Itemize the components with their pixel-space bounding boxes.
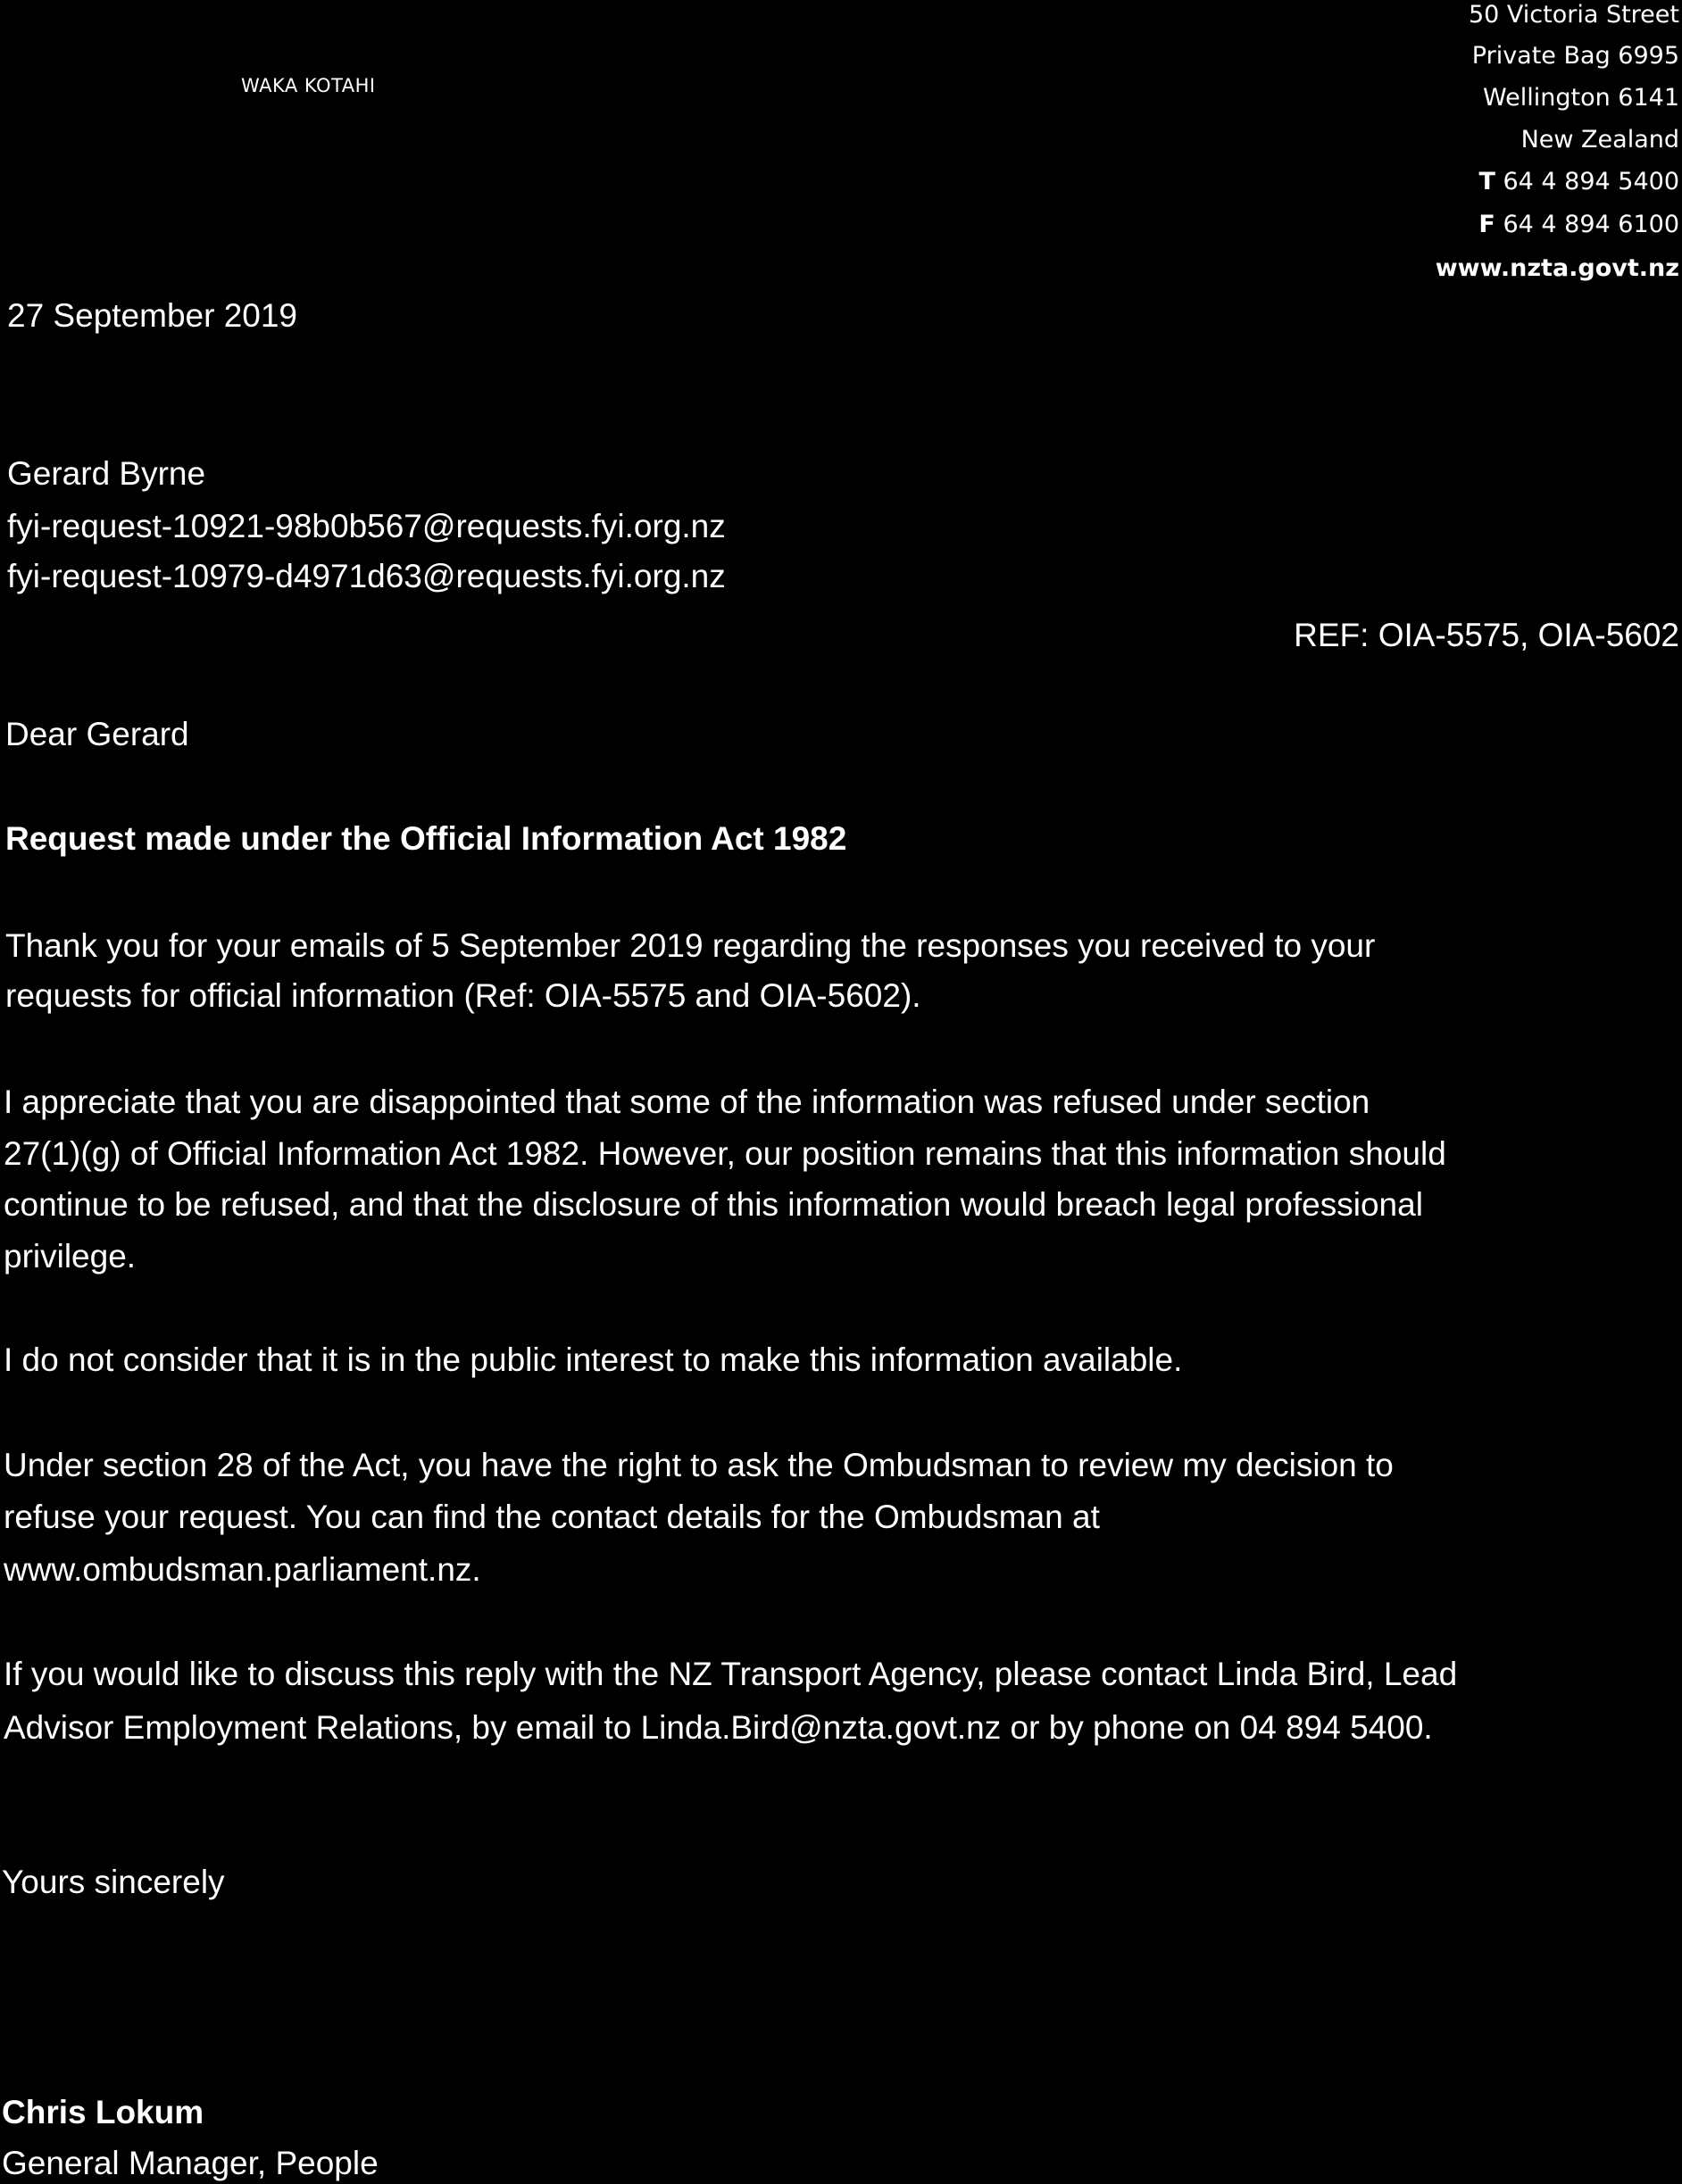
fax-line <box>1478 210 1679 240</box>
phone-number: 64 4 894 5400 <box>1503 168 1679 195</box>
paragraph-line: privilege. <box>4 1238 137 1275</box>
paragraph-line: I appreciate that you are disappointed that some of the information was refused under section <box>4 1084 1370 1120</box>
address-line: Private Bag 6995 <box>1471 42 1679 70</box>
paragraph-line: Under section 28 of the Act, you have the right to ask the Ombudsman to review my decision to <box>4 1447 1394 1483</box>
paragraph-line: Advisor Employment Relations, by email to Linda.Bird@nzta.govt.nz or by phone on 04 894 5400. <box>4 1709 1433 1746</box>
paragraph-line: requests for official information (Ref: OIA-5575 and OIA-5602). <box>5 977 921 1014</box>
signatory-name: Chris Lokum <box>2 2094 204 2130</box>
phone-line <box>1478 167 1679 197</box>
address-line: 50 Victoria Street <box>1468 1 1679 29</box>
recipient-name: Gerard Byrne <box>7 455 206 492</box>
paragraph-line: I do not consider that it is in the public interest to make this information available. <box>4 1341 1183 1378</box>
paragraph-line: continue to be refused, and that the disclosure of this information would breach legal professional <box>4 1186 1423 1223</box>
reference: REF: OIA-5575, OIA-5602 <box>1294 617 1679 653</box>
waka-kotahi-logo: WAKA KOTAHI <box>241 75 376 96</box>
fax-number: 64 4 894 6100 <box>1503 211 1679 238</box>
fax-label: F <box>1478 211 1495 238</box>
recipient-email[interactable]: fyi-request-10979-d4971d63@requests.fyi.org.nz <box>7 558 726 594</box>
paragraph-line: refuse your request. You can find the contact details for the Ombudsman at <box>4 1499 1100 1535</box>
paragraph-line: 27(1)(g) of Official Information Act 1982. However, our position remains that this information should <box>4 1135 1446 1172</box>
signatory-title: General Manager, People <box>2 2145 379 2181</box>
phone-label: T <box>1478 168 1495 195</box>
ombudsman-link: www.ombudsman.parliament.nz. <box>4 1551 481 1588</box>
paragraph-line: Thank you for your emails of 5 September 2019 regarding the responses you received to your <box>5 927 1376 964</box>
recipient-email[interactable]: fyi-request-10921-98b0b567@requests.fyi.org.nz <box>7 508 726 544</box>
address-line: Wellington 6141 <box>1483 84 1679 112</box>
address-line: New Zealand <box>1520 126 1679 154</box>
subject-heading: Request made under the Official Information Act 1982 <box>5 820 847 857</box>
website-link[interactable]: www.nzta.govt.nz <box>1435 254 1679 282</box>
letter-date: 27 September 2019 <box>7 297 298 334</box>
paragraph-line: If you would like to discuss this reply with the NZ Transport Agency, please contact Linda Bird, Lead <box>4 1656 1458 1692</box>
closing: Yours sincerely <box>2 1864 225 1900</box>
salutation: Dear Gerard <box>5 716 189 752</box>
